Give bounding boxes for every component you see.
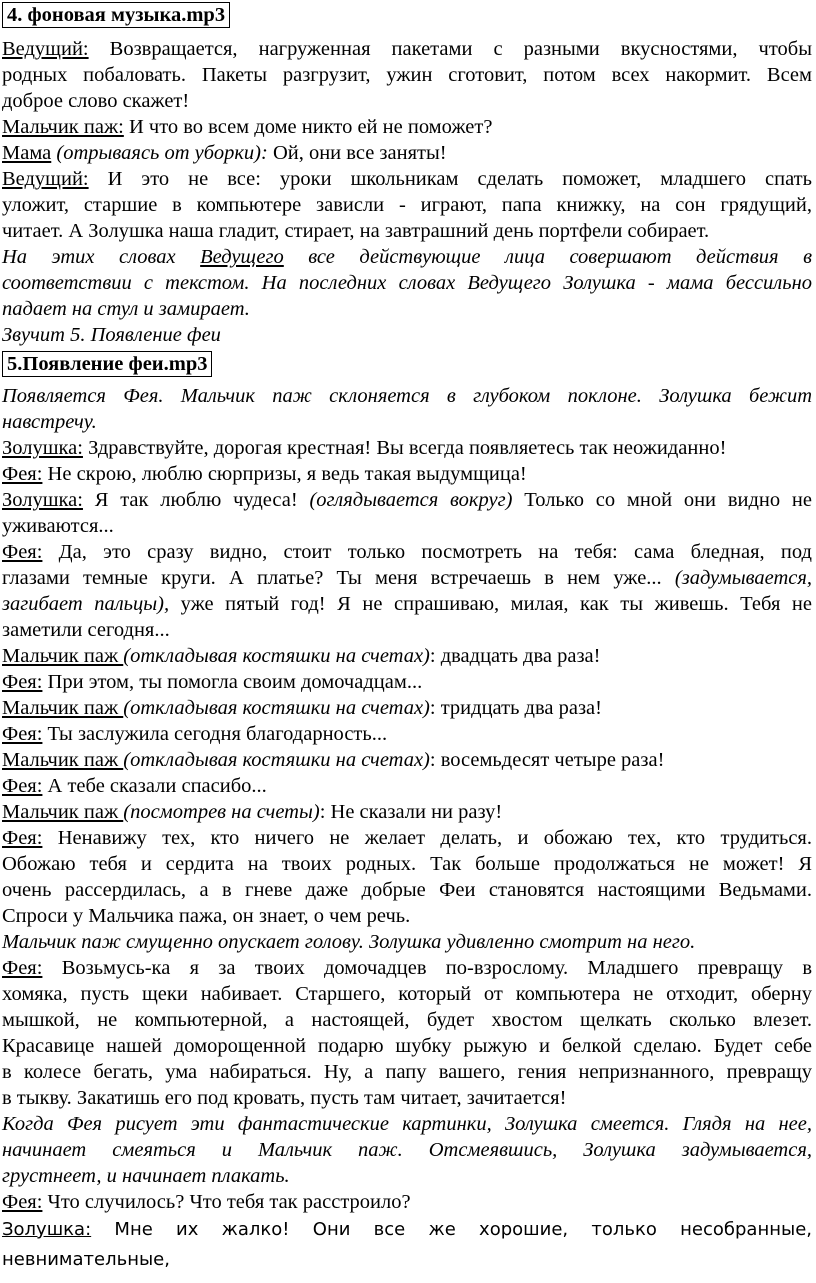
stage-direction: падает на стул и замирает. [2, 298, 250, 320]
paragraph-line: Ведущий: Возвращается, нагруженная пакетами с разными вкусностями, чтобы [2, 38, 812, 60]
paragraph-line: Мальчик паж (посмотрев на счеты): Не сказали ни разу! [2, 801, 503, 823]
stage-direction: Когда Фея рисует эти фантастические картинки, Золушка смеется. Глядя на нее, [2, 1113, 812, 1135]
speaker-label: Золушка: [2, 489, 83, 511]
speaker-label: Фея: [2, 723, 43, 745]
speaker-label: Фея: [2, 827, 43, 849]
speaker-label: Мальчик паж [2, 749, 124, 771]
paragraph-line: Мальчик паж (откладывая костяшки на счетах): восемьдесят четыре раза! [2, 749, 665, 771]
paragraph-line: загибает пальцы), уже пятый год! Я не спрашиваю, милая, как ты живешь. Тебя не [2, 593, 812, 615]
stage-direction: грустнеет, и начинает плакать. [2, 1165, 290, 1187]
paragraph-line: заметили сегодня... [2, 619, 170, 641]
paragraph-line: Фея: Ненавижу тех, кто ничего не желает делать, и обожаю тех, кто трудиться. [2, 827, 812, 849]
paragraph-line: в колесе бегать, ума набираться. Ну, а папу вашего, гения непризнанного, превращу [2, 1061, 812, 1083]
paragraph-line: Фея: Да, это сразу видно, стоит только посмотреть на тебя: сама бледная, под [2, 541, 812, 563]
stage-direction: соответствии с текстом. На последних словах Ведущего Золушка - мама бессильно [2, 272, 812, 294]
paragraph-line: Мальчик паж (откладывая костяшки на счетах): двадцать два раза! [2, 645, 601, 667]
section-4-title: 4. фоновая музыка.mp3 [2, 2, 230, 28]
paragraph-line: Мальчик паж: И что во всем доме никто ей не поможет? [2, 116, 493, 138]
paragraph-line: Красавице нашей доморощенной подарю шубку рыжую и белкой сделаю. Будет себе [2, 1035, 812, 1057]
speaker-label: Мальчик паж [2, 645, 124, 667]
stage-direction: (откладывая костяшки на счетах) [123, 645, 430, 667]
paragraph-line: Мальчик паж (откладывая костяшки на счетах): тридцать два раза! [2, 697, 602, 719]
paragraph-line: Мама (отрываясь от уборки): Ой, они все заняты! [2, 142, 447, 164]
speaker-label: Мальчик паж [2, 697, 124, 719]
paragraph-line: очень рассердилась, а в гневе даже добрые Феи становятся настоящими Ведьмами. [2, 879, 812, 901]
section-5-title: 5.Появление феи.mp3 [2, 351, 212, 377]
speaker-label: Ведущий: [2, 168, 89, 190]
paragraph-line: уживаются... [2, 515, 114, 537]
paragraph-line: Золушка: Я так люблю чудеса! (оглядывается вокруг) Только со мной они видно не [2, 489, 812, 511]
speaker-label: Фея: [2, 775, 43, 797]
paragraph-line: Спроси у Мальчика пажа, он знает, о чем речь. [2, 905, 411, 927]
speaker-label: Фея: [2, 463, 43, 485]
paragraph-line: родных побаловать. Пакеты разгрузит, ужин сготовит, потом всех накормит. Всем [2, 64, 812, 86]
paragraph-line: глазами темные круги. А платье? Ты меня встречаешь в нем уже... (задумывается, [2, 567, 812, 589]
paragraph-line: Фея: Возьмусь-ка я за твоих домочадцев по-взрослому. Младшего превращу в [2, 957, 812, 979]
speaker-label: Мама [2, 142, 52, 164]
paragraph-line: уложит, старшие в компьютере зависли - играют, папа книжку, на сон грядущий, [2, 194, 812, 216]
stage-direction: Мальчик паж смущенно опускает голову. Золушка удивленно смотрит на него. [2, 931, 696, 953]
stage-direction: (откладывая костяшки на счетах) [123, 697, 430, 719]
speaker-label: Фея: [2, 541, 43, 563]
paragraph-line: Золушка: Мне их жалко! Они все же хорошие, только несобранные, [2, 1219, 812, 1240]
paragraph-line: Фея: Ты заслужила сегодня благодарность... [2, 723, 388, 745]
speaker-label: Золушка: [2, 437, 83, 459]
speaker-label: Мальчик паж [2, 801, 124, 823]
stage-direction: (откладывая костяшки на счетах) [123, 749, 430, 771]
paragraph-line: Золушка: Здравствуйте, дорогая крестная! Вы всегда появляетесь так неожиданно! [2, 437, 727, 459]
speaker-label: Фея: [2, 957, 43, 979]
paragraph-line: Обожаю тебя и сердита на твоих родных. Так больше продолжаться не может! Я [2, 853, 812, 875]
stage-direction: (посмотрев на счеты) [123, 801, 320, 823]
speaker-label: Фея: [2, 1191, 43, 1213]
paragraph-line: в тыкву. Закатишь его под кровать, пусть там читает, зачитается! [2, 1087, 567, 1109]
paragraph-line: хомяка, пусть щеки набивает. Старшего, который от компьютера не отходит, оберну [2, 983, 812, 1005]
speaker-label: Ведущий: [2, 38, 89, 60]
stage-direction: (задумывается, [674, 567, 812, 589]
stage-direction: Появляется Фея. Мальчик паж склоняется в глубоком поклоне. Золушка бежит [2, 385, 812, 407]
stage-direction: Звучит 5. Появление феи [2, 324, 221, 346]
paragraph-line: Фея: При этом, ты помогла своим домочадцам... [2, 671, 423, 693]
stage-direction: (оглядывается вокруг) [309, 489, 513, 511]
speaker-label: Фея: [2, 671, 43, 693]
stage-direction: (отрываясь от уборки): [51, 142, 268, 164]
paragraph-line: доброе слово скажет! [2, 90, 190, 112]
paragraph-line: Фея: Не скрою, люблю сюрпризы, я ведь такая выдумщица! [2, 463, 527, 485]
speaker-label: Золушка: [2, 1219, 92, 1240]
stage-direction: На этих словах Ведущего все действующие лица совершают действия в [2, 246, 812, 268]
speaker-label: Мальчик паж: [2, 116, 124, 138]
stage-direction: начинает смеяться и Мальчик паж. Отсмеявшись, Золушка задумывается, [2, 1139, 812, 1161]
paragraph-line: Фея: А тебе сказали спасибо... [2, 775, 267, 797]
stage-direction: навстречу. [2, 411, 97, 433]
paragraph-line: читает. А Золушка наша гладит, стирает, на завтрашний день портфели собирает. [2, 220, 710, 242]
paragraph-line: невнимательные, [2, 1249, 170, 1270]
paragraph-line: Ведущий: И это не все: уроки школьникам сделать поможет, младшего спать [2, 168, 812, 190]
paragraph-line: Фея: Что случилось? Что тебя так расстроило? [2, 1191, 411, 1213]
paragraph-line: мышкой, не компьютерной, а настоящей, будет хвостом щелкать сколько влезет. [2, 1009, 812, 1031]
stage-direction: загибает пальцы), [2, 593, 170, 615]
